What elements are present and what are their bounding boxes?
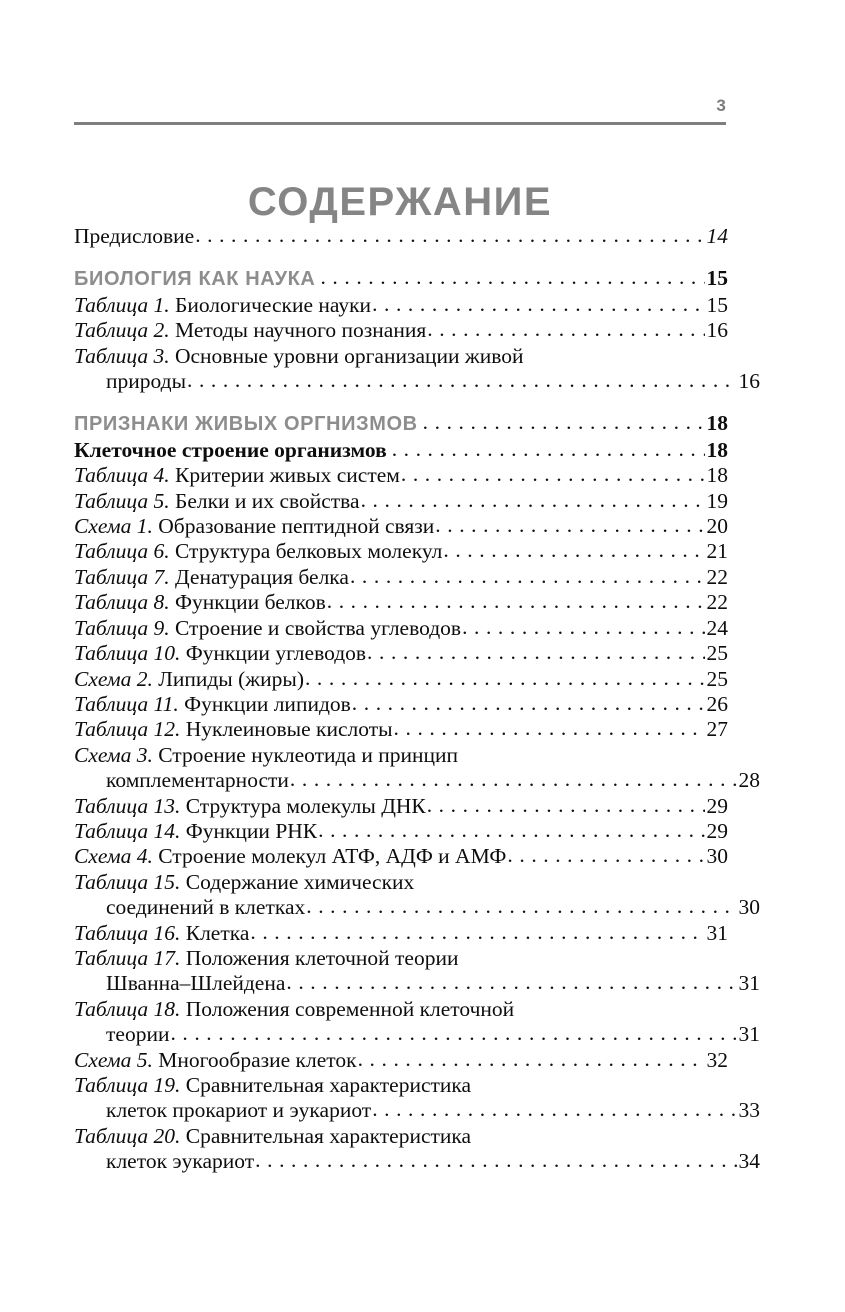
toc-entry-text: Предисловие (74, 224, 195, 248)
toc-entry[interactable] (74, 1123, 760, 1175)
toc-entry-continuation: теории (106, 1022, 170, 1047)
toc-entry-number: Таблица 12. (74, 717, 181, 742)
toc-entry-text: Функции углеводов (180, 641, 367, 666)
toc-entry-number: Таблица 2. (74, 318, 170, 343)
toc-entry-label (74, 267, 315, 292)
toc-page-number: 31 (706, 920, 728, 945)
toc-entry-label (74, 539, 442, 564)
toc-page-number: 25 (706, 641, 728, 666)
toc-entry-text: Образование пептидной связи (152, 514, 435, 539)
toc-entry[interactable] (74, 717, 728, 742)
toc-entry[interactable] (74, 489, 728, 514)
toc-entry[interactable] (74, 539, 728, 564)
toc-page-number: 15 (706, 266, 728, 291)
toc-leader-dots (361, 488, 705, 513)
toc-entry-text: Строение и свойства углеводов (169, 615, 462, 640)
toc-entry-number: Таблица 8. (74, 590, 170, 615)
toc-leader-dots (462, 615, 704, 640)
running-header (74, 96, 726, 125)
toc-entry-text: Содержание химических (180, 869, 415, 894)
toc-leader-dots (195, 223, 704, 248)
toc-entry-text: Многообразие клеток (152, 1047, 357, 1072)
toc-entry-text: Денатурация белка (169, 564, 349, 589)
toc-entry-number: Схема 3. (74, 742, 153, 767)
toc-entry-text: Положения современной клеточной (180, 996, 515, 1021)
toc-entry-text: Нуклеиновые кислоты (180, 717, 393, 742)
toc-page-number: 24 (706, 615, 728, 640)
toc-entry[interactable] (74, 1073, 760, 1124)
toc-page-number: 27 (706, 717, 728, 742)
toc-entry-number: Таблица 19. (74, 1073, 181, 1097)
toc-leader-dots (427, 317, 704, 342)
toc-page-number: 33 (738, 1098, 760, 1123)
toc-entry-label (74, 224, 194, 249)
toc-page-number: 21 (706, 539, 728, 564)
table-of-contents-list (74, 224, 760, 1175)
toc-entry[interactable] (74, 463, 728, 488)
toc-leader-dots (372, 292, 704, 317)
toc-entry[interactable] (74, 869, 760, 921)
toc-entry-label (74, 1048, 357, 1073)
toc-entry-label (74, 717, 393, 742)
toc-entry[interactable] (74, 590, 728, 615)
toc-entry[interactable] (74, 616, 728, 641)
toc-entry-label (74, 819, 317, 844)
toc-entry-number: Таблица 7. (74, 564, 170, 589)
toc-page-number: 16 (706, 318, 728, 343)
toc-entry-label (74, 1073, 471, 1098)
toc-entry[interactable] (74, 565, 728, 590)
toc-leader-dots (290, 767, 737, 792)
toc-leader-dots (286, 970, 736, 995)
toc-entry-label (74, 344, 524, 369)
toc-page-number: 20 (706, 514, 728, 539)
toc-entry[interactable] (74, 945, 760, 997)
toc-entry-continuation: природы (106, 369, 187, 394)
toc-entry[interactable] (74, 1048, 728, 1073)
toc-entry[interactable] (74, 224, 728, 249)
toc-leader-dots (320, 265, 704, 290)
toc-page-number: 29 (706, 793, 728, 818)
toc-leader-dots (318, 818, 704, 843)
toc-entry-continuation: комплементарности (106, 768, 289, 793)
toc-entry-text: Сравнительная характеристика (180, 1123, 472, 1148)
toc-leader-dots (306, 894, 736, 919)
toc-page-number: 25 (706, 666, 728, 691)
toc-entry[interactable] (74, 794, 728, 819)
toc-leader-dots (352, 691, 705, 716)
toc-entry[interactable] (74, 844, 728, 869)
toc-leader-dots (358, 1047, 705, 1072)
toc-entry-number: Таблица 10. (74, 641, 181, 666)
toc-entry-number: Схема 1. (74, 514, 153, 539)
toc-entry[interactable] (74, 667, 728, 692)
toc-entry[interactable] (74, 266, 728, 292)
toc-entry-number: Таблица 6. (74, 539, 170, 564)
toc-page-number: 29 (706, 818, 728, 843)
toc-entry-number: Схема 5. (74, 1047, 153, 1072)
toc-entry-text: Структура молекулы ДНК (180, 793, 426, 818)
toc-entry[interactable] (74, 411, 728, 437)
header-rule (74, 122, 726, 125)
toc-entry-label (74, 946, 458, 971)
toc-entry-number: Таблица 9. (74, 615, 170, 640)
toc-entry-number: Таблица 20. (74, 1123, 181, 1148)
toc-entry-label (74, 667, 304, 692)
toc-page-number: 28 (738, 768, 760, 793)
toc-page-number: 31 (738, 971, 760, 996)
toc-page-number: 22 (706, 590, 728, 615)
toc-entry-label (74, 794, 426, 819)
toc-entry[interactable] (74, 996, 760, 1048)
toc-entry-label (74, 412, 418, 437)
toc-entry-text: БИОЛОГИЯ КАК НАУКА (74, 268, 316, 291)
toc-leader-dots (255, 1148, 736, 1173)
toc-page-number: 34 (738, 1149, 760, 1174)
toc-entry-number: Таблица 5. (74, 488, 170, 513)
toc-entry-label (74, 438, 387, 463)
toc-entry[interactable] (74, 293, 728, 318)
toc-entry-text: Строение молекул АТФ, АДФ и АМФ (152, 844, 507, 869)
toc-entry-label (74, 616, 461, 641)
toc-entry[interactable] (74, 343, 760, 395)
toc-entry-text: Функции белков (169, 590, 326, 615)
toc-entry-label (74, 641, 366, 666)
toc-entry-number: Таблица 4. (74, 463, 170, 488)
toc-page-number: 15 (706, 292, 728, 317)
toc-entry-text: Положения клеточной теории (180, 945, 459, 970)
toc-entry[interactable] (74, 514, 728, 539)
toc-entry[interactable] (74, 742, 760, 794)
toc-entry-text: Строение нуклеотида и принцип (152, 742, 459, 767)
toc-entry-label (74, 565, 349, 590)
toc-leader-dots (187, 368, 736, 393)
toc-entry-text: Биологические науки (169, 292, 372, 317)
page-number-folio: 3 (716, 96, 726, 115)
toc-page-number: 18 (706, 463, 728, 488)
toc-entry[interactable] (74, 692, 728, 717)
toc-page-number: 32 (706, 1047, 728, 1072)
toc-entry-label (74, 590, 326, 615)
toc-entry-label (74, 318, 426, 343)
toc-entry-continuation: клеток эукариот (106, 1149, 255, 1174)
toc-page-number: 14 (706, 224, 728, 248)
toc-page-number: 22 (706, 564, 728, 589)
toc-entry-text: Функции липидов (178, 691, 351, 716)
toc-entry-number: Таблица 14. (74, 818, 181, 843)
toc-entry-number: Таблица 18. (74, 996, 181, 1021)
toc-entry-label (74, 489, 360, 514)
toc-entry-text: Основные уровни организации живой (169, 343, 524, 368)
toc-leader-dots (401, 462, 705, 487)
toc-entry-number: Таблица 1. (74, 292, 170, 317)
toc-entry-text: Клетка (180, 920, 250, 945)
toc-entry-continuation: клеток прокариот и эукариот (106, 1098, 372, 1123)
toc-entry-text: Структура белковых молекул (169, 539, 443, 564)
toc-entry[interactable] (74, 318, 728, 343)
toc-entry-label (74, 743, 458, 768)
toc-entry-text: Критерии живых систем (169, 463, 400, 488)
toc-leader-dots (392, 437, 705, 462)
toc-entry-text: ПРИЗНАКИ ЖИВЫХ ОРГНИЗМОВ (74, 413, 418, 436)
page-title: СОДЕРЖАНИЕ (247, 179, 553, 224)
toc-leader-dots (394, 716, 705, 741)
toc-entry-number: Таблица 16. (74, 920, 181, 945)
toc-leader-dots (423, 410, 705, 435)
toc-leader-dots (372, 1097, 736, 1122)
toc-leader-dots (435, 513, 704, 538)
toc-page-number: 18 (706, 411, 728, 436)
toc-entry-text: Методы научного познания (169, 318, 427, 343)
toc-entry[interactable] (74, 438, 728, 463)
toc-entry[interactable] (74, 819, 728, 844)
toc-entry-label (74, 870, 414, 895)
toc-entry-label (74, 1124, 471, 1149)
toc-entry-number: Схема 2. (74, 666, 153, 691)
toc-entry-continuation: соединений в клетках (106, 895, 306, 920)
toc-entry-label (74, 844, 506, 869)
toc-entry-number: Таблица 15. (74, 869, 181, 894)
toc-leader-dots (507, 843, 704, 868)
toc-page-number: 30 (706, 844, 728, 869)
toc-page-number: 18 (706, 437, 728, 462)
toc-leader-dots (350, 564, 705, 589)
toc-entry-continuation: Шванна–Шлейдена (106, 971, 286, 996)
toc-leader-dots (443, 538, 704, 563)
toc-entry-number: Схема 4. (74, 844, 153, 869)
toc-entry-number: Таблица 11. (74, 691, 179, 716)
toc-leader-dots (327, 589, 705, 614)
toc-entry-label (74, 293, 371, 318)
toc-leader-dots (367, 640, 704, 665)
toc-page-number: 26 (706, 691, 728, 716)
toc-entry[interactable] (74, 641, 728, 666)
toc-entry-label (74, 921, 249, 946)
toc-page-number: 19 (706, 488, 728, 513)
toc-leader-dots (427, 793, 705, 818)
toc-entry-label (74, 997, 514, 1022)
toc-entry-number: Таблица 17. (74, 945, 181, 970)
toc-entry-number: Таблица 3. (74, 343, 170, 368)
toc-entry-label (74, 514, 434, 539)
toc-entry-text: Липиды (жиры) (152, 666, 304, 691)
toc-entry-label (74, 692, 351, 717)
toc-entry-text: Клеточное строение организмов (74, 437, 387, 462)
toc-leader-dots (170, 1021, 736, 1046)
toc-entry-number: Таблица 13. (74, 793, 181, 818)
toc-leader-dots (250, 920, 704, 945)
toc-page-number: 16 (738, 369, 760, 394)
toc-entry[interactable] (74, 921, 728, 946)
toc-entry-label (74, 463, 400, 488)
toc-page-number: 30 (738, 895, 760, 920)
toc-leader-dots (305, 666, 705, 691)
toc-entry-text: Сравнительная характеристика (180, 1073, 472, 1097)
toc-entry-text: Белки и их свойства (169, 488, 360, 513)
toc-entry-text: Функции РНК (180, 818, 318, 843)
toc-page-number: 31 (738, 1022, 760, 1047)
